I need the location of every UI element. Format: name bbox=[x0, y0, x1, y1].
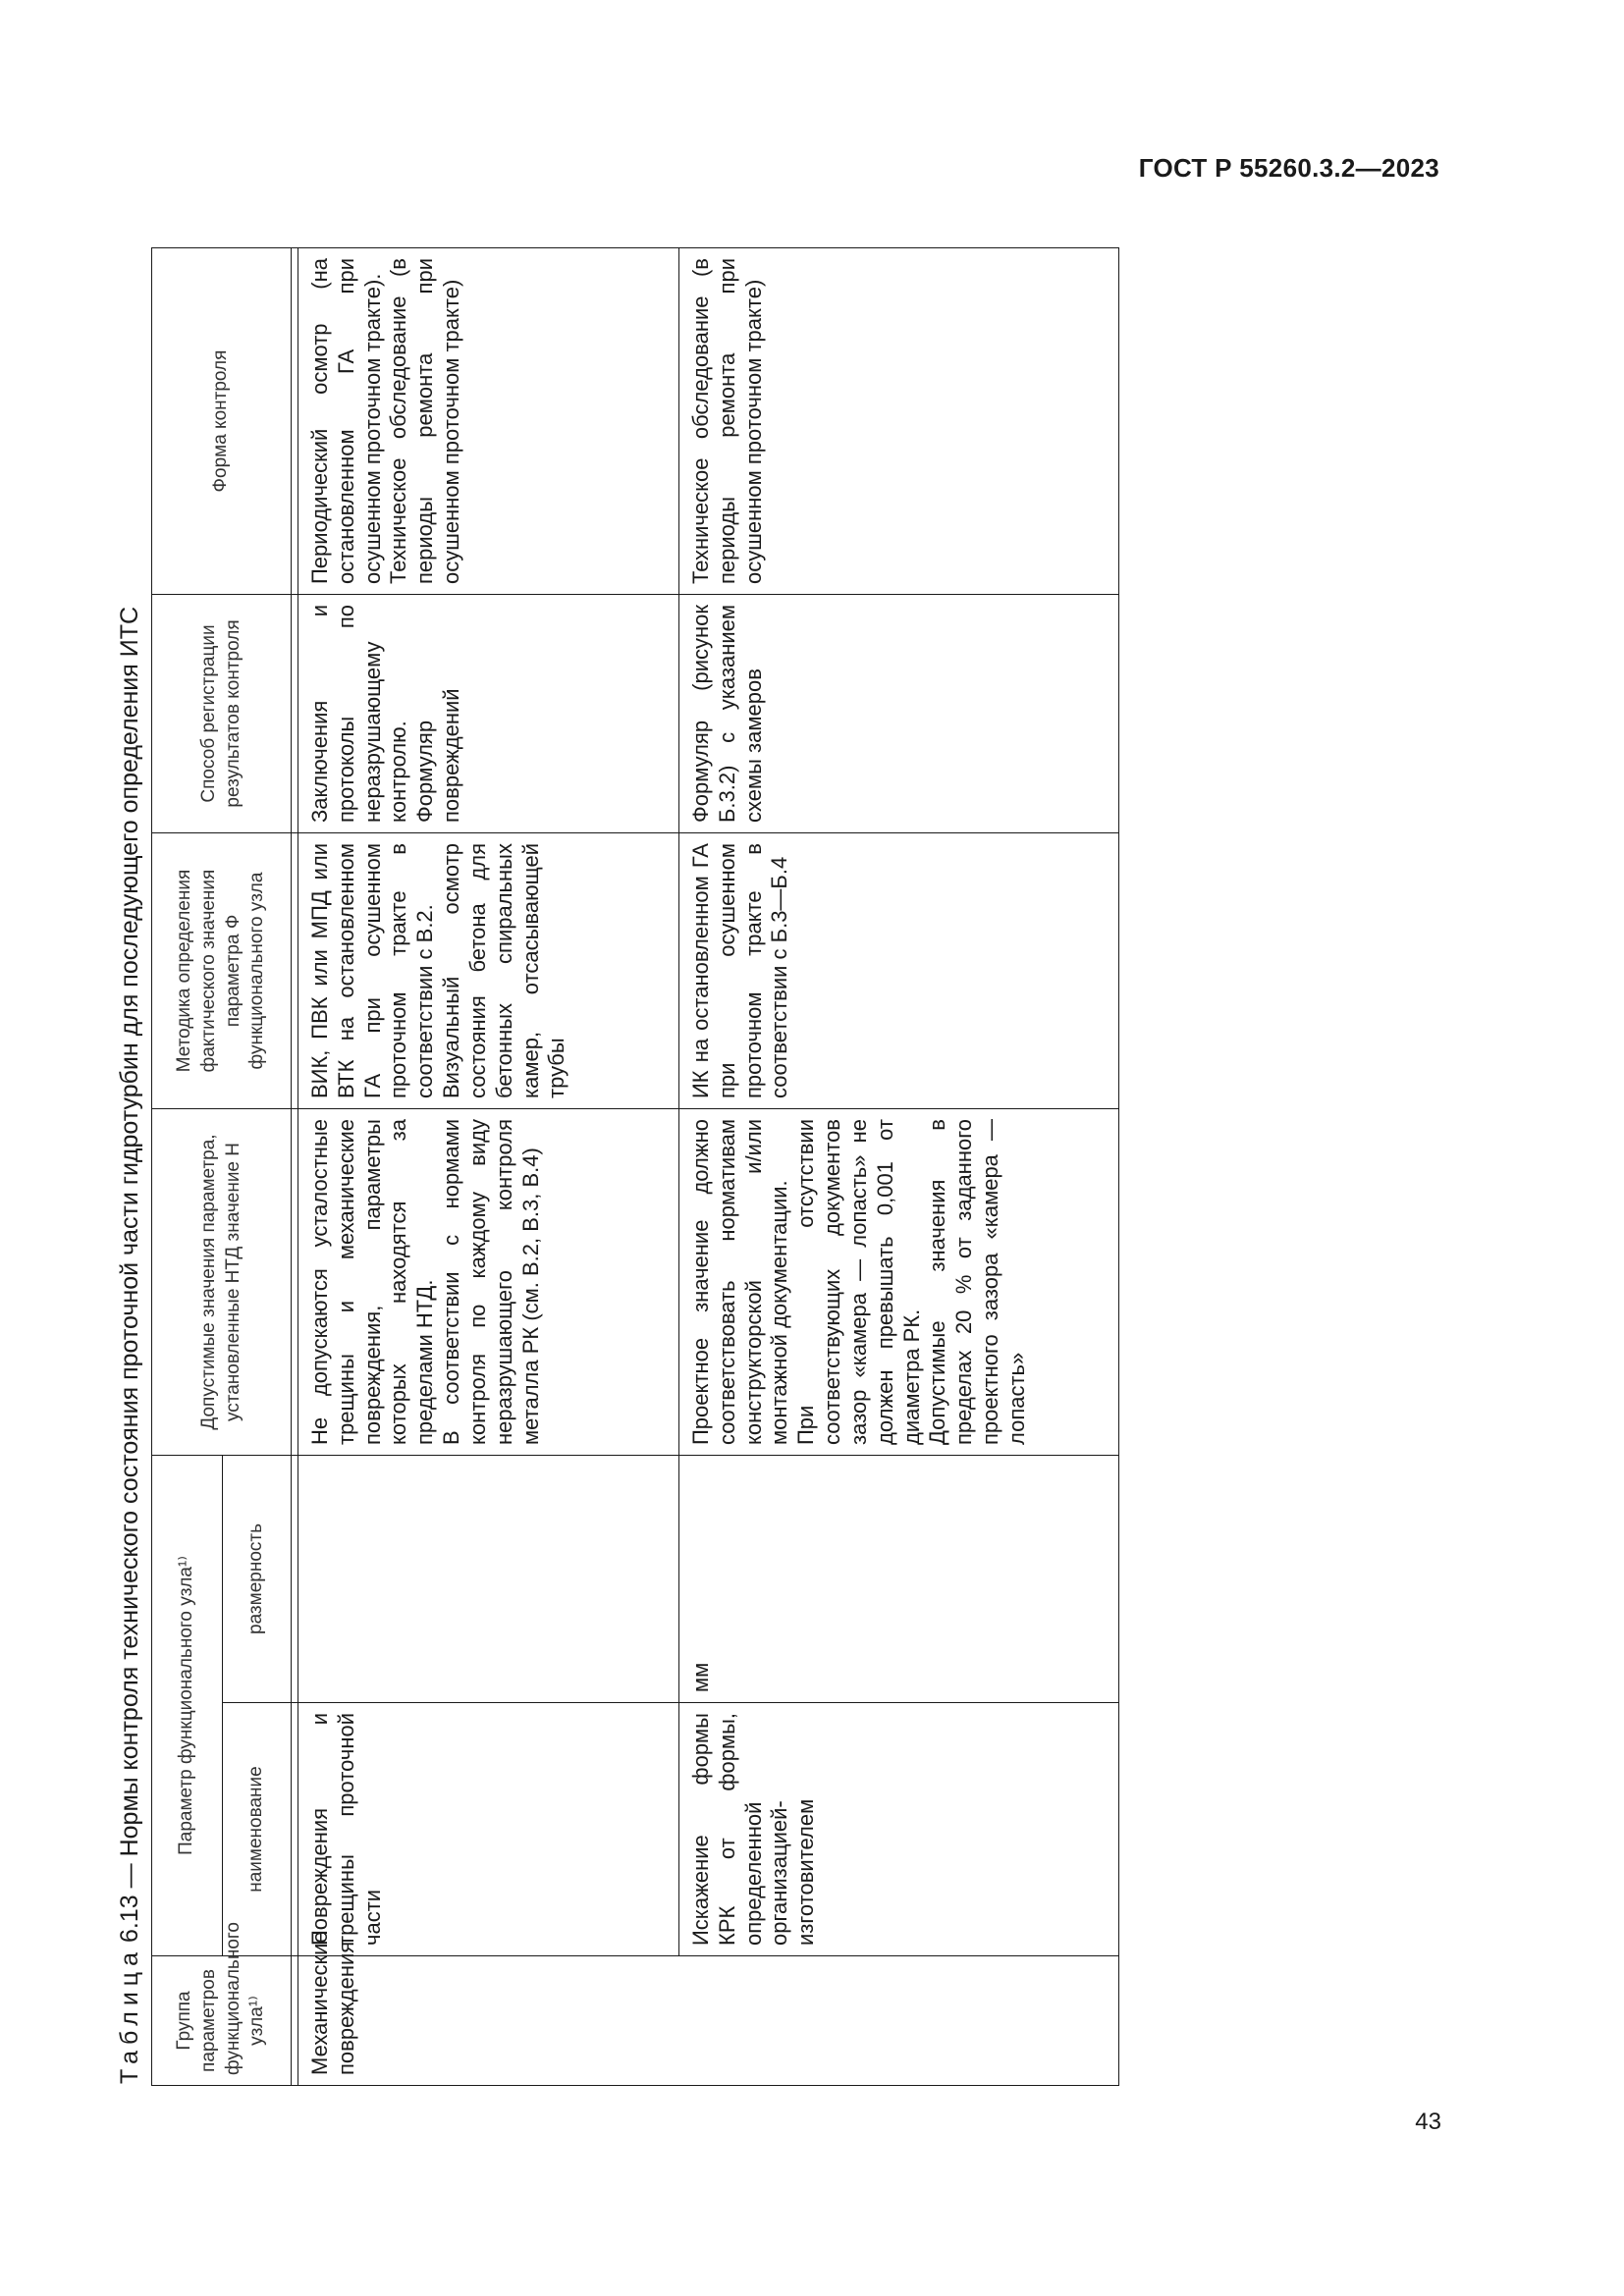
table-caption-label: Таблица bbox=[115, 1946, 143, 2084]
cell-method bbox=[679, 833, 1119, 1109]
cell-text: ВИК, ПВК или МПД или ВТК на остановленном ГА при осушенном проточном тракте в соответствии с В.2. bbox=[307, 843, 438, 1098]
header-group: Группа параметров функционального узла¹⁾ bbox=[152, 1956, 292, 2086]
page-number: 43 bbox=[1415, 2109, 1441, 2135]
cell-method bbox=[298, 833, 679, 1109]
cell-text: Формуляр повреждений bbox=[412, 688, 464, 823]
header-separator bbox=[292, 248, 298, 2086]
cell-form bbox=[679, 248, 1119, 595]
cell-group: Механические повреждения bbox=[298, 1956, 1119, 2086]
cell-text: Заключения и протоколы по неразрушающему контролю. bbox=[307, 605, 411, 823]
cell-text: Техническое обследование (в периоды ремонта при осушенном проточном тракте) bbox=[688, 258, 766, 584]
cell-text: Визуальный осмотр состояния бетона для бетонных спиральных камер, отсасывающей трубы bbox=[439, 843, 569, 1098]
cell-text: ИК на остановленном ГА при осушенном проточном тракте в соответствии с Б.3—Б.4 bbox=[688, 843, 792, 1098]
header-allowed: Допустимые значения параметра, установленные НТД значение Н bbox=[152, 1109, 292, 1456]
cell-allowed bbox=[298, 1109, 679, 1456]
cell-text: Техническое обследование (в периоды ремонта при осушенном проточном тракте) bbox=[386, 258, 464, 584]
header-param-name: наименование bbox=[223, 1703, 292, 1956]
cell-text: При отсутствии соответствующих документов зазор «камера — лопасть» не должен превышать 0,001 от диаметра РК. bbox=[793, 1119, 924, 1445]
header-method: Методика определения фактического значения параметра Ф функционального узла bbox=[152, 833, 292, 1109]
cell-allowed bbox=[679, 1109, 1119, 1456]
header-form: Форма контроля bbox=[152, 248, 292, 595]
table-caption-text: 6.13 — Нормы контроля технического состояния проточной части гидротурбин для последующего определения ИТС bbox=[115, 606, 143, 1943]
header-registration: Способ регистрации результатов контроля bbox=[152, 595, 292, 833]
cell-registration bbox=[679, 595, 1119, 833]
header-param-unit: размерность bbox=[223, 1456, 292, 1703]
table-row bbox=[679, 248, 1119, 2086]
cell-text: Периодический осмотр (на остановленном ГА при осушенном проточном тракте). bbox=[307, 258, 385, 584]
cell-form bbox=[298, 248, 679, 595]
cell-text: Формуляр (рисунок Б.3.2) с указанием схемы замеров bbox=[688, 605, 766, 823]
cell-name: Повреждения и трещины проточной части bbox=[298, 1703, 679, 1956]
cell-registration bbox=[298, 595, 679, 833]
cell-text: В соответствии с нормами контроля по каждому виду неразрушающего контроля металла РК (см. В.2, В.3, В.4) bbox=[439, 1119, 543, 1445]
standard-header: ГОСТ Р 55260.3.2—2023 bbox=[1138, 153, 1439, 183]
table-caption bbox=[108, 239, 151, 2084]
cell-text: Допустимые значения в пределах 20 % от заданного проектного зазора «камера — лопасть» bbox=[925, 1119, 1029, 1445]
cell-text: Проектное значение должно соответствовать нормативам конструкторской и/или монтажной документации. bbox=[688, 1119, 792, 1445]
table-row bbox=[298, 248, 679, 2086]
header-param: Параметр функционального узла¹⁾ bbox=[152, 1456, 223, 1956]
rotated-table-block bbox=[108, 221, 1070, 2086]
cell-unit: мм bbox=[679, 1456, 1119, 1703]
table-header-row bbox=[152, 248, 223, 2086]
cell-unit bbox=[298, 1456, 679, 1703]
cell-text: Не допускаются усталостные трещины и механические повреждения, параметры которых находятся за пределами НТД. bbox=[307, 1119, 438, 1445]
norms-table bbox=[151, 247, 1119, 2086]
cell-name: Искажение формы КРК от формы, определенной организацией-изготовителем bbox=[679, 1703, 1119, 1956]
